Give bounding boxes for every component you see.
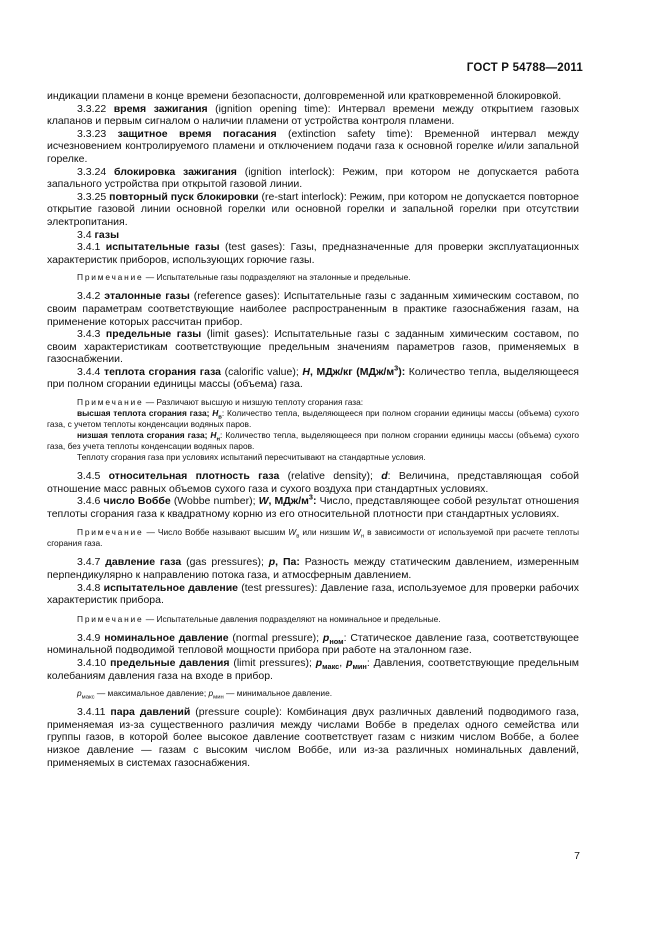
section-heading-3-4: 3.4 газы xyxy=(77,228,120,241)
page-number: 7 xyxy=(574,850,580,862)
document-body xyxy=(47,90,579,769)
note-3-4-10: $p_{макс}$ — максимальное давление; $p_{мин}$ — минимальное давление. xyxy=(77,688,333,701)
definition-3-4-2: 3.4.2 эталонные газы (reference gases): Испытательные газы с заданным химическим составом, по своим параметрам соответствующие наиболее распространенным в практике газоснабжения газам, на применение которых рассчитан прибор. xyxy=(47,290,579,328)
definition-3-4-8: 3.4.8 испытательное давление (test pressures): Давление газа, используемое для проверки рабочих характеристик прибора. xyxy=(47,581,579,607)
paragraph-continuation: индикации пламени в конце времени безопасности, долговременной или кратковременной блокировкой. xyxy=(47,90,562,102)
definition-3-4-9: 3.4.9 номинальное давление (normal pressure); $p_{ном}$: Статическое давление газа, соответствующее номинальной подводимой тепловой мощности прибора при работе на эталонном газе. xyxy=(47,631,579,657)
definition-3-4-1: 3.4.1 испытательные газы (test gases): Газы, предназначенные для проверки эксплуатационных характеристик приборов, использующих горючие газы. xyxy=(47,241,579,266)
note-3-4-6: Примечание — Число Воббе называют высшим $W_в$ или низшим $W_н$ в зависимости от используемой при расчете теплоты сгорания газа. xyxy=(47,527,579,549)
definition-3-3-23: 3.3.23 защитное время погасания (extinction safety time): Временной интервал между исчезновением контролируемого пламени и отключением подачи газа к основной горелке и/или запальной горелке. xyxy=(47,127,579,165)
definition-3-3-24: 3.3.24 блокировка зажигания (ignition interlock): Режим, при котором не допускается работа запального устройства при открытой газовой линии. xyxy=(47,165,580,191)
note-3-4-8: Примечание — Испытательные давления подразделяют на номинальное и предельные. xyxy=(77,613,441,624)
definition-3-4-10: 3.4.10 предельные давления (limit pressures); $p_{макс}$, $p_{мин}$: Давления, соответствующие предельным колебаниям давления газа на входе в прибор. xyxy=(47,657,579,682)
definition-3-4-6: 3.4.6 число Воббе (Wobbe number); W, МДж/$м^3$: Число, представляющее собой результат отношения теплоты сгорания газа к квадратному корню из его относительной плотности при стандартных условиях. xyxy=(47,492,580,520)
definition-3-3-22: 3.3.22 время зажигания (ignition opening time): Интервал времени между открытием газовых клапанов и первым сигналом о наличии пламени от устройства контроля пламени. xyxy=(47,102,579,128)
definition-3-4-11: 3.4.11 пара давлений (pressure couple): Комбинация двух различных давлений подводимого газа, применяемая из-за существенного различия между числами Воббе в пределах одного семейства или группы газов, в которой более высокое давление соответствует газам с низким числом Воббе, а более низкое давление — газам с высоким числом Воббе, или из-за различных номинальных давлений, применяемых в системах газоснабжения. xyxy=(47,706,580,769)
note-3-4-4: Примечание — Различают высшую и низшую теплоту сгорания газа: высшая теплота сгорания газа; $H_в$: Количество тепла, выделяющееся при полном сгорании единицы массы (объема) сухого газа, с учетом теплоты конденсации водяных паров. низшая теплота сгорания газа; $H_н$: Количество тепла, выделяющееся при полном сгорании единицы массы (объема) сухого газа, без учета теплоты конденсации водяных паров. Теплоту сгорания газа при условиях испытаний пересчитывают на стандартные условия. xyxy=(47,397,579,463)
definition-3-4-3: 3.4.3 предельные газы (limit gases): Испытательные газы с заданным химическим составом, по своим характеристикам соответствующие предельным значениям параметров газов, применяемых в газоснабжении. xyxy=(47,328,579,366)
note-3-4-1: Примечание — Испытательные газы подразделяют на эталонные и предельные. xyxy=(77,272,411,283)
definition-3-3-25: 3.3.25 повторный пуск блокировки (re-start interlock): Режим, при котором не допускается повторное открытие газовой линии основной горелки или основной горелки и запальной горелки при отсутствии электропитания. xyxy=(47,190,579,228)
definition-3-4-5: 3.4.5 относительная плотность газа (relative density); d: Величина, представляющая собой отношение масс равных объемов сухого газа и сухого воздуха при стандартных условиях. xyxy=(47,470,579,495)
definition-3-4-4: 3.4.4 теплота сгорания газа (calorific value); H, МДж/кг $(МДж/м^3)$: Количество тепла, выделяющееся при полном сгорании единицы массы (объема) газа. xyxy=(47,363,579,391)
document-header: ГОСТ Р 54788—2011 xyxy=(466,62,583,74)
definition-3-4-7: 3.4.7 давление газа (gas pressures); p, Па: Разность между статическим давлением, измеренным перпендикулярно к направлению потока газа, и атмосферным давлением. xyxy=(47,556,580,582)
